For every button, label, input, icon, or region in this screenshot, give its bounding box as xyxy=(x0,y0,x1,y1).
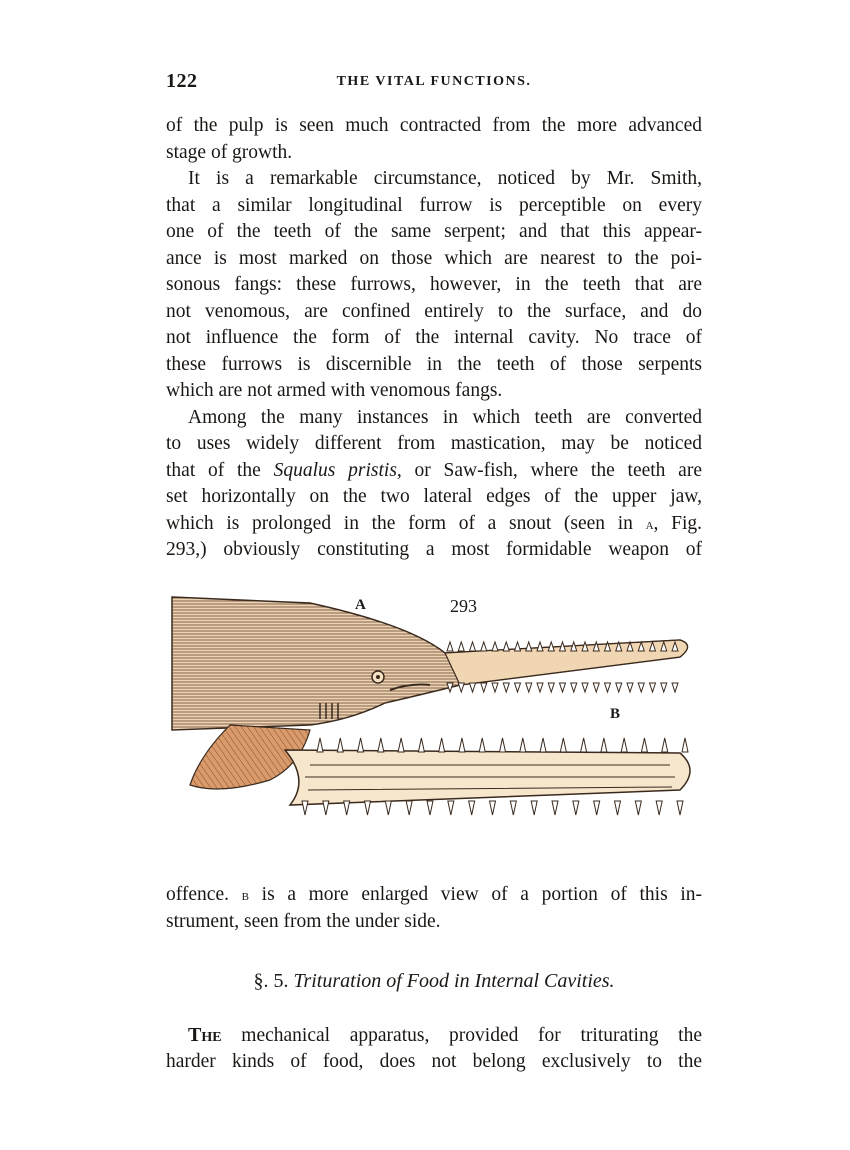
saw-tooth xyxy=(458,642,464,651)
saw-tooth xyxy=(418,738,424,752)
saw-tooth xyxy=(344,801,350,815)
saw-tooth xyxy=(537,683,543,692)
saw-tooth xyxy=(662,738,668,752)
text-line: of the pulp is seen much contracted from the more advanced xyxy=(166,115,702,136)
figure-sawfish xyxy=(160,585,705,860)
saw-tooth xyxy=(677,801,683,815)
saw-tooth xyxy=(492,642,498,651)
text-line: set horizontally on the two lateral edges of the upper jaw, xyxy=(166,486,702,507)
saw-tooth xyxy=(615,801,621,815)
saw-tooth xyxy=(302,801,308,815)
saw-tooth xyxy=(605,683,611,692)
paragraph-caption xyxy=(166,882,702,935)
saw-tooth xyxy=(650,683,656,692)
saw-tooth xyxy=(661,683,667,692)
saw-tooth xyxy=(515,642,521,651)
section-number: 5. xyxy=(273,970,289,992)
saw-tooth xyxy=(406,801,412,815)
section-title: Trituration of Food in Internal Cavities. xyxy=(293,970,615,992)
saw-tooth xyxy=(365,801,371,815)
saw-tooth xyxy=(656,801,662,815)
text-line: which are not armed with venomous fangs. xyxy=(166,380,503,401)
text-line: 293,) obviously constituting a most formidable weapon of xyxy=(166,539,702,560)
saw-tooth xyxy=(560,683,566,692)
section-heading xyxy=(166,970,702,993)
species-name: Squalus pristis, xyxy=(273,459,402,481)
saw-tooth xyxy=(470,683,476,692)
text-line: that of the Squalus pristis, or Saw-fish, where the teeth are xyxy=(166,459,702,481)
paragraph-new-section xyxy=(166,1022,702,1075)
running-head: THE VITAL FUNCTIONS. xyxy=(336,74,532,89)
saw-tooth xyxy=(594,801,600,815)
section-symbol: §. xyxy=(253,970,269,992)
saw-tooth xyxy=(469,801,475,815)
text-line: not influence the form of the internal cavity. No trace of xyxy=(166,327,702,348)
saw-tooth xyxy=(500,738,506,752)
saw-tooth xyxy=(479,738,485,752)
text-line: The mechanical apparatus, provided for triturating the xyxy=(188,1024,702,1046)
saw-tooth xyxy=(526,642,532,651)
saw-tooth xyxy=(515,683,521,692)
saw-tooth xyxy=(682,738,688,752)
saw-tooth xyxy=(531,801,537,815)
saw-tooth xyxy=(616,683,622,692)
text-line: not venomous, are confined entirely to the surface, and do xyxy=(166,300,702,322)
saw-tooth xyxy=(510,801,516,815)
text-line: sonous fangs: these furrows, however, in the teeth that are xyxy=(166,274,702,295)
saw-tooth xyxy=(627,683,633,692)
saw-tooth xyxy=(540,738,546,752)
saw-tooth xyxy=(601,738,607,752)
text-line: ance is most marked on those which are nearest to the poi- xyxy=(166,247,702,269)
saw-tooth xyxy=(552,801,558,815)
text-line: to uses widely different from mastication, may be noticed xyxy=(166,433,702,454)
saw-tooth xyxy=(323,801,329,815)
saw-tooth xyxy=(448,801,454,815)
sawfish-illustration xyxy=(160,585,705,860)
saw-tooth xyxy=(548,683,554,692)
text-line: which is prolonged in the form of a snout (seen in a, Fig. xyxy=(166,512,702,534)
text-line: Among the many instances in which teeth are converted xyxy=(188,406,702,428)
saw-tooth xyxy=(337,738,343,752)
text-line: offence. b is a more enlarged view of a portion of this in- xyxy=(166,884,702,905)
saw-tooth xyxy=(503,642,509,651)
figure-number: 293 xyxy=(450,596,477,616)
text-line: these furrows is discernible in the teeth of those serpents xyxy=(166,353,702,375)
saw-tooth xyxy=(481,683,487,692)
saw-tooth xyxy=(447,642,453,651)
saw-tooth xyxy=(638,683,644,692)
saw-tooth xyxy=(398,738,404,752)
saw-tooth xyxy=(503,683,509,692)
saw-tooth xyxy=(492,683,498,692)
saw-tooth xyxy=(593,683,599,692)
saw-tooth xyxy=(458,683,464,692)
saw-tooth xyxy=(571,683,577,692)
saw-tooth xyxy=(582,683,588,692)
text-line: one of the teeth of the same serpent; and that this appear- xyxy=(166,221,702,242)
saw-tooth xyxy=(358,738,364,752)
saw-tooth xyxy=(621,738,627,752)
page-number: 122 xyxy=(166,70,198,92)
text-line: It is a remarkable circumstance, noticed by Mr. Smith, xyxy=(188,168,702,189)
saw-tooth xyxy=(385,801,391,815)
figure-label-a: A xyxy=(355,597,366,613)
saw-tooth xyxy=(581,738,587,752)
text-line: that a similar longitudinal furrow is perceptible on every xyxy=(166,194,702,216)
saw-tooth xyxy=(490,801,496,815)
saw-tooth xyxy=(635,801,641,815)
saw-tooth xyxy=(641,738,647,752)
paragraph-continued xyxy=(166,113,702,564)
saw-tooth xyxy=(459,738,465,752)
text-line: stage of growth. xyxy=(166,141,293,163)
saw-tooth xyxy=(481,642,487,651)
saw-tooth xyxy=(560,738,566,752)
saw-tooth xyxy=(317,738,323,752)
saw-tooth xyxy=(537,642,543,651)
saw-tooth xyxy=(439,738,445,752)
figure-label-b: B xyxy=(610,706,621,722)
saw-tooth xyxy=(526,683,532,692)
page-header xyxy=(166,70,702,96)
saw-tooth xyxy=(672,683,678,692)
text-line: strument, seen from the under side. xyxy=(166,910,441,932)
saw-tooth xyxy=(520,738,526,752)
saw-tooth xyxy=(378,738,384,752)
text-line: harder kinds of food, does not belong exclusively to the xyxy=(166,1050,702,1072)
saw-tooth xyxy=(470,642,476,651)
saw-tooth xyxy=(427,801,433,815)
saw-tooth xyxy=(573,801,579,815)
